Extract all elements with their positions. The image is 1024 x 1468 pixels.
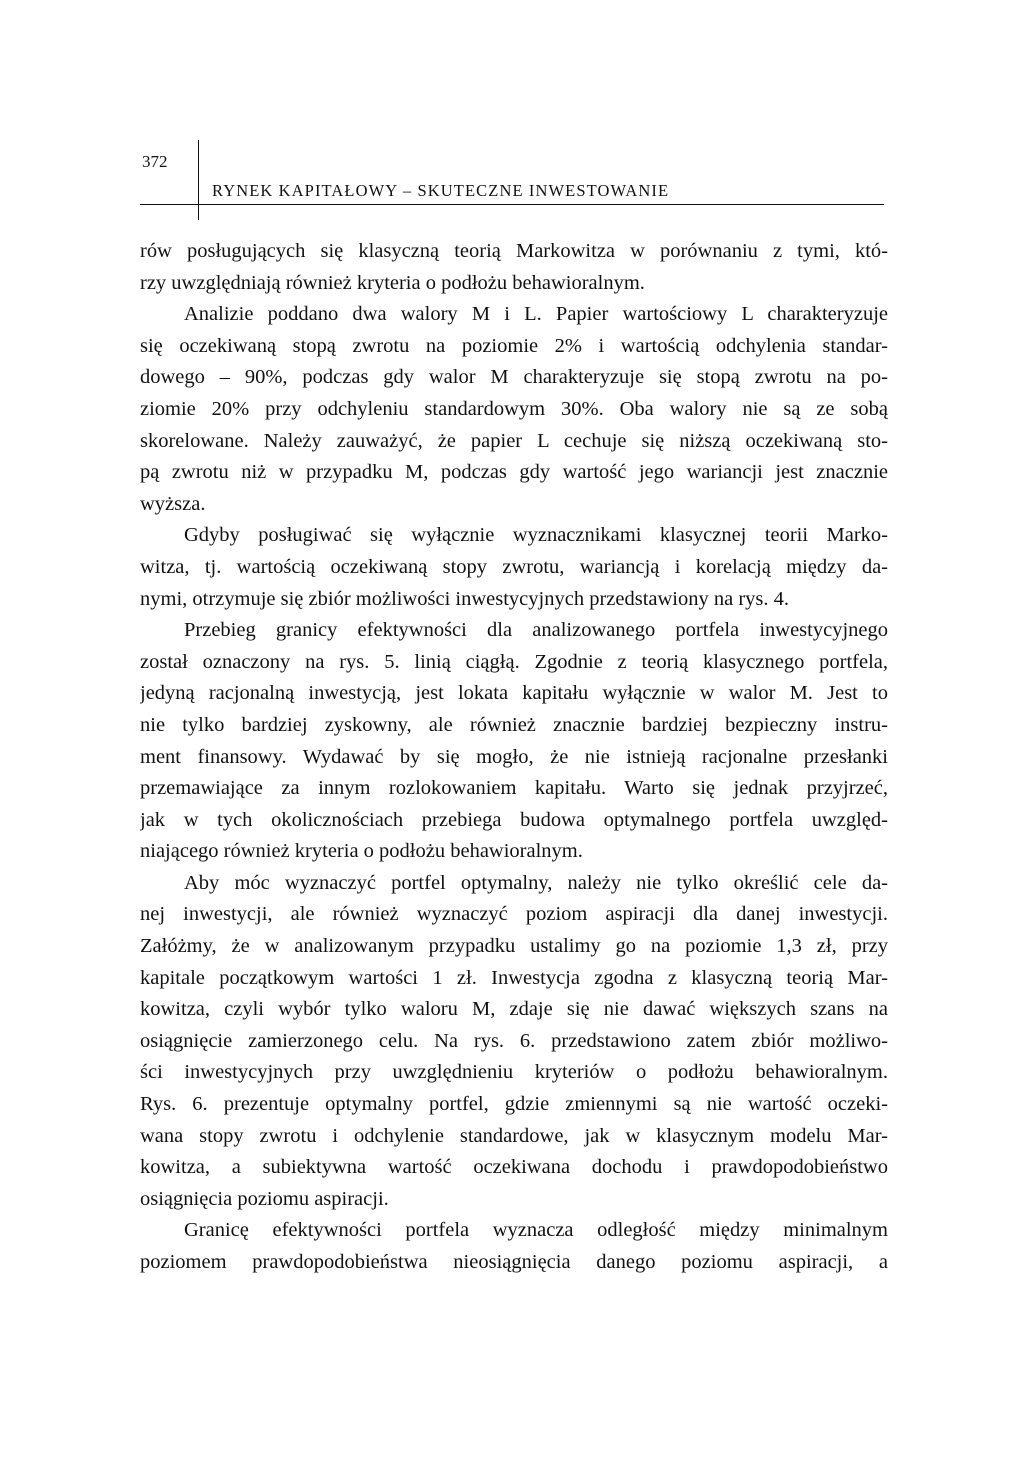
text-line: rzy uwzględniają również kryteria o podłożu behawioralnym. (140, 271, 645, 294)
text-line: kapitale początkowym wartości 1 zł. Inwestycja zgodna z klasyczną teorią Mar- (140, 966, 888, 989)
text-line: dowego – 90%, podczas gdy walor M charakteryzuje się stopą zwrotu na po- (140, 366, 888, 389)
text-line: wyższa. (140, 492, 206, 515)
text-line: pą zwrotu niż w przypadku M, podczas gdy wartość jego wariancji jest znacznie (140, 461, 888, 484)
header-divider (198, 140, 199, 220)
text-line: Aby móc wyznaczyć portfel optymalny, należy nie tylko określić cele da- (184, 871, 888, 894)
text-line: kowitza, a subiektywna wartość oczekiwana dochodu i prawdopodobieństwo (140, 1156, 888, 1179)
text-line: ści inwestycyjnych przy uwzględnieniu kryteriów o podłożu behawioralnym. (140, 1061, 888, 1084)
running-title: RYNEK KAPITAŁOWY – SKUTECZNE INWESTOWANIE (212, 181, 670, 200)
text-line: jedyną racjonalną inwestycją, jest lokata kapitału wyłącznie w walor M. Jest to (140, 682, 888, 705)
text-line: kowitza, czyli wybór tylko waloru M, zdaje się nie dawać większych szans na (140, 998, 888, 1021)
text-line: Przebieg granicy efektywności dla analizowanego portfela inwestycyjnego (184, 619, 888, 642)
text-line: skorelowane. Należy zauważyć, że papier L cechuje się niższą oczekiwaną sto- (140, 429, 888, 452)
text-line: osiągnięcie zamierzonego celu. Na rys. 6. przedstawiono zatem zbiór możliwo- (140, 1029, 888, 1052)
text-line: Załóżmy, że w analizowanym przypadku ustalimy go na poziomie 1,3 zł, przy (140, 935, 888, 958)
text-line: ziomie 20% przy odchyleniu standardowym 30%. Oba walory nie są ze sobą (140, 397, 888, 420)
text-line: Granicę efektywności portfela wyznacza odległość między minimalnym (184, 1219, 888, 1242)
text-line: ment finansowy. Wydawać by się mogło, że nie istnieją racjonalne przesłanki (140, 745, 888, 768)
page-number: 372 (142, 152, 168, 171)
text-line: został oznaczony na rys. 5. linią ciągłą. Zgodnie z teorią klasycznego portfela, (140, 650, 888, 673)
text-line: rów posługujących się klasyczną teorią Markowitza w porównaniu z tymi, któ- (140, 240, 888, 262)
text-line: Gdyby posługiwać się wyłącznie wyznacznikami klasycznej teorii Marko- (184, 524, 888, 547)
text-line: nie tylko bardziej zyskowny, ale również znacznie bardziej bezpieczny instru- (140, 713, 888, 736)
text-line: Analizie poddano dwa walory M i L. Papier wartościowy L charakteryzuje (184, 303, 888, 326)
body-text (140, 236, 888, 1279)
text-line: poziomem prawdopodobieństwa nieosiągnięcia danego poziomu aspiracji, a (140, 1251, 888, 1273)
text-line: przemawiające za innym rozlokowaniem kapitału. Warto się jednak przyjrzeć, (140, 777, 888, 800)
text-line: się oczekiwaną stopą zwrotu na poziomie 2% i wartością odchylenia standar- (140, 334, 888, 357)
text-line: nymi, otrzymuje się zbiór możliwości inwestycyjnych przedstawiony na rys. 4. (140, 587, 790, 610)
text-line: osiągnięcia poziomu aspiracji. (140, 1187, 389, 1210)
text-line: wana stopy zwrotu i odchylenie standardowe, jak w klasycznym modelu Mar- (140, 1124, 888, 1147)
header-rule (140, 204, 884, 205)
text-line: Rys. 6. prezentuje optymalny portfel, gdzie zmiennymi są nie wartość oczeki- (140, 1093, 888, 1116)
text-line: niającego również kryteria o podłożu behawioralnym. (140, 840, 583, 863)
text-line: witza, tj. wartością oczekiwaną stopy zwrotu, wariancją i korelacją między da- (140, 555, 888, 578)
text-line: nej inwestycji, ale również wyznaczyć poziom aspiracji dla danej inwestycji. (140, 903, 888, 926)
text-line: jak w tych okolicznościach przebiega budowa optymalnego portfela uwzględ- (140, 808, 888, 831)
